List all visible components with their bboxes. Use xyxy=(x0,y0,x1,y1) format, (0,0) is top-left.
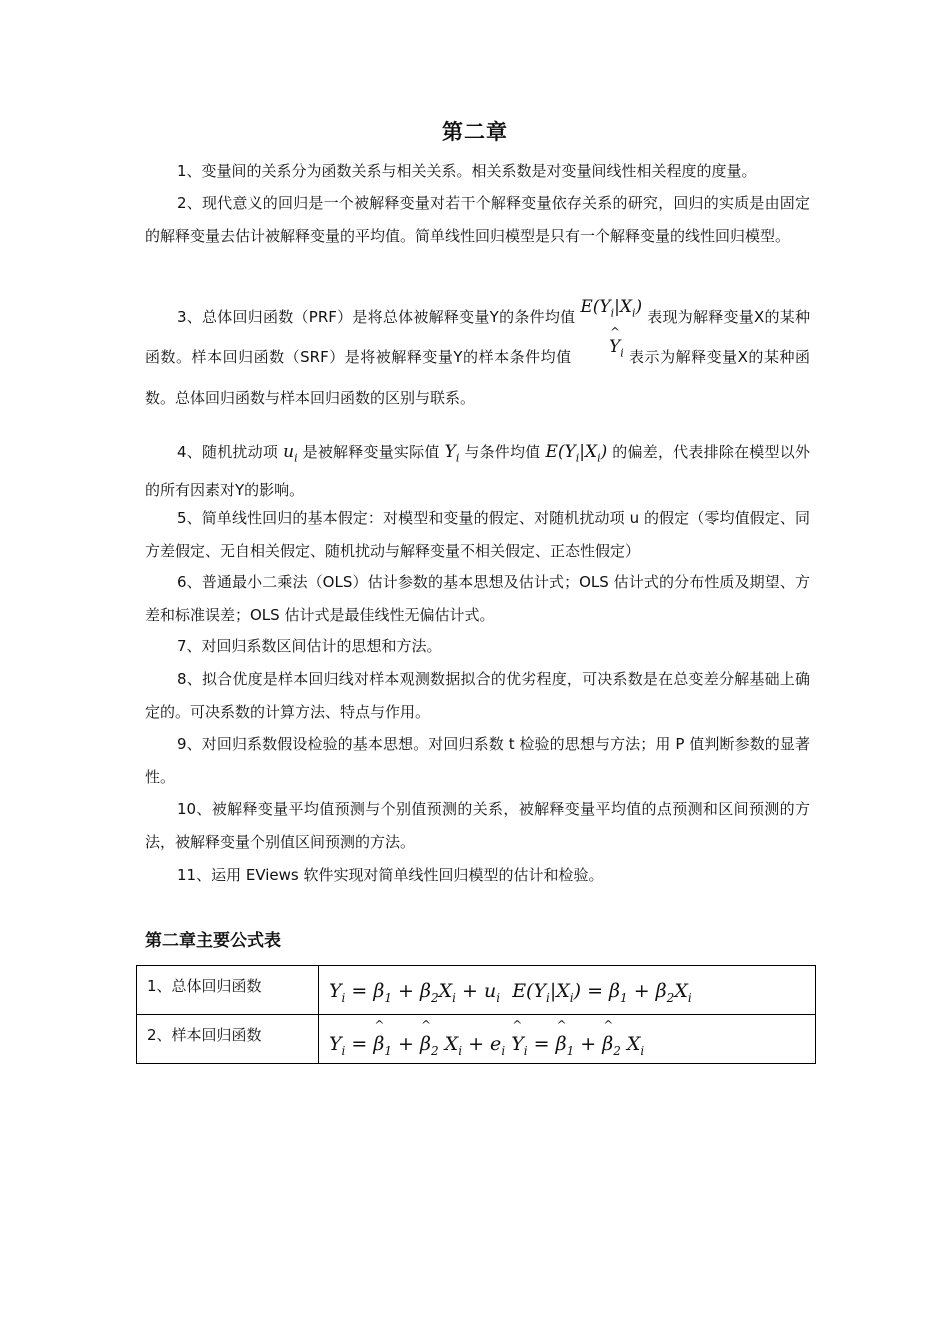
item-3-text-b: 表现为解释变量X的某种函数。样本回归函数（SRF）是将被解释变量Y的样本条件均值 xyxy=(145,308,810,367)
item-4-text-b: 是被解释变量实际值 xyxy=(302,443,440,461)
chapter-title: 第二章 xyxy=(442,120,508,144)
table-row-formula xyxy=(319,1015,816,1064)
item-3-text-a: 3、总体回归函数（PRF）是将总体被解释变量Y的条件均值 xyxy=(177,308,576,326)
item-4-text-a: 4、随机扰动项 xyxy=(177,443,279,461)
item-5: 5、简单线性回归的基本假定：对模型和变量的假定、对随机扰动项 u 的假定（零均值假定、同方差假定、无自相关假定、随机扰动与解释变量不相关假定、正态性假定） xyxy=(145,509,810,560)
item-3-text-c: 表示为解释变量X的某种函数。总体回归函数与样本回归函数的区别与联系。 xyxy=(145,348,810,407)
formula-y: $Y_i$ xyxy=(444,442,460,465)
item-10: 10、被解释变量平均值预测与个别值预测的关系，被解释变量平均值的点预测和区间预测的方法，被解释变量个别值区间预测的方法。 xyxy=(145,800,810,851)
table-row-label: 2、样本回归函数 xyxy=(137,1015,319,1064)
item-11: 11、运用 EViews 软件实现对简单线性回归模型的估计和检验。 xyxy=(177,866,604,884)
item-4-text-d: 的偏差，代表排除在模型以外的所有因素对Y的影响。 xyxy=(145,443,810,500)
formula-conditional-mean: $E(Y_i|X_i)$ xyxy=(580,297,643,320)
item-2: 2、现代意义的回归是一个被解释变量对若干个解释变量依存关系的研究，回归的实质是由固定的解释变量去估计被解释变量的平均值。简单线性回归模型是只有一个解释变量的线性回归模型。 xyxy=(145,194,810,245)
formula-prf: $Y_i = \beta_1 + \beta_2X_i + u_i$ $E(Y_i|X_i) = \beta_1 + \beta_2X_i$ xyxy=(329,980,692,1005)
item-1: 1、变量间的关系分为函数关系与相关关系。相关系数是对变量间线性相关程度的度量。 xyxy=(177,162,757,180)
table-row xyxy=(137,1015,816,1064)
item-9: 9、对回归系数假设检验的基本思想。对回归系数 t 检验的思想与方法；用 P 值判断参数的显著性。 xyxy=(145,735,810,786)
formula-table-title: 第二章主要公式表 xyxy=(145,931,281,951)
table-row-formula xyxy=(319,966,816,1015)
item-8: 8、拟合优度是样本回归线对样本观测数据拟合的优劣程度，可决系数是在总变差分解基础上确定的。可决系数的计算方法、特点与作用。 xyxy=(145,670,810,721)
item-4 xyxy=(145,436,810,507)
item-4-text-c: 与条件均值 xyxy=(464,443,541,461)
formula-y-hat: ^ $Y_i$ xyxy=(577,330,624,370)
item-6: 6、普通最小二乘法（OLS）估计参数的基本思想及估计式；OLS 估计式的分布性质及期望、方差和标准误差；OLS 估计式是最佳线性无偏估计式。 xyxy=(145,573,810,624)
table-row-label: 1、总体回归函数 xyxy=(137,966,319,1015)
item-3 xyxy=(145,297,810,415)
item-7: 7、对回归系数区间估计的思想和方法。 xyxy=(177,637,442,655)
table-row xyxy=(137,966,816,1015)
formula-u: $u_i$ xyxy=(283,442,298,465)
formula-table xyxy=(136,965,816,1064)
formula-srf: $Y_i$ = ^ $\beta_1$ + ^ $\beta_2$ $X_i + e_i$ ^ $Y_i$ = ^ $\beta_1$ + ^ $\beta_2$ $X_i$ xyxy=(329,1033,644,1055)
formula-conditional-mean-2: $E(Y_i|X_i)$ xyxy=(545,442,608,465)
